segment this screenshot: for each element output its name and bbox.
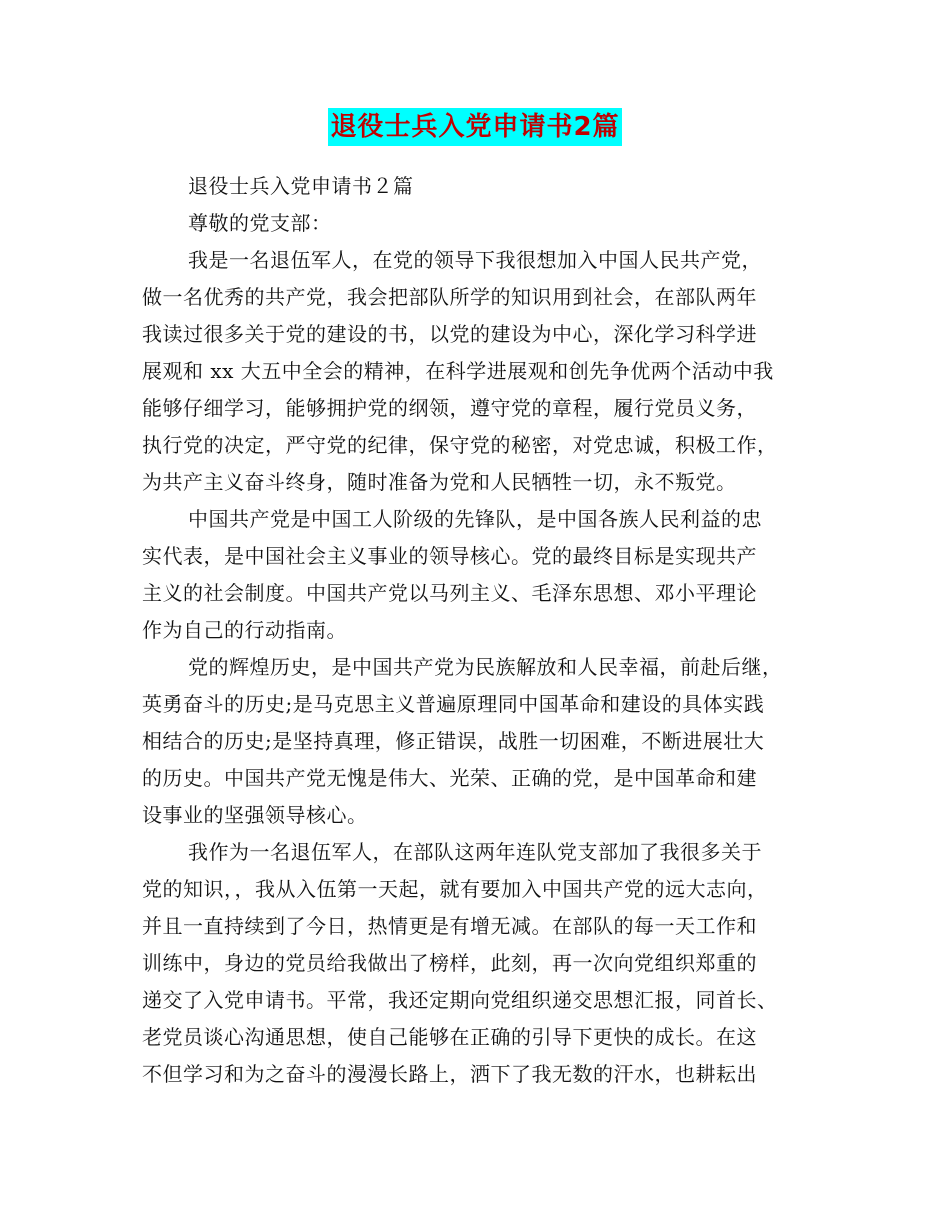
text-line: 作为自己的行动指南。 xyxy=(142,618,347,642)
text-line: 我读过很多关于党的建设的书，以党的建设为中心，深化学习科学进 xyxy=(142,322,757,346)
text-line: 展观和 xx 大五中全会的精神，在科学进展观和创先争优两个活动中我 xyxy=(142,359,774,383)
text-line: 做一名优秀的共产党，我会把部队所学的知识用到社会，在部队两年 xyxy=(142,285,757,309)
text-line: 老党员谈心沟通思想，使自己能够在正确的引导下更快的成长。在这 xyxy=(142,1025,757,1049)
text-line: 中国共产党是中国工人阶级的先锋队，是中国各族人民利益的忠 xyxy=(188,507,762,531)
text-line: 相结合的历史;是坚持真理，修正错误，战胜一切困难，不断进展壮大 xyxy=(142,729,765,753)
text-line: 实代表，是中国社会主义事业的领导核心。党的最终目标是实现共产 xyxy=(142,544,757,568)
text-line: 我是一名退伍军人，在党的领导下我很想加入中国人民共产党， xyxy=(188,248,762,272)
text-line: 能够仔细学习，能够拥护党的纲领，遵守党的章程，履行党员义务， xyxy=(142,396,757,420)
document-body xyxy=(142,168,810,1093)
text-line: 尊敬的党支部： xyxy=(188,211,332,235)
text-line: 设事业的坚强领导核心。 xyxy=(142,803,368,827)
text-line: 为共产主义奋斗终身，随时准备为党和人民牺牲一切，永不叛党。 xyxy=(142,470,737,494)
text-line: 退役士兵入党申请书２篇 xyxy=(188,174,414,198)
text-line: 的历史。中国共产党无愧是伟大、光荣、正确的党，是中国革命和建 xyxy=(142,766,757,790)
text-line: 我作为一名退伍军人，在部队这两年连队党支部加了我很多关于 xyxy=(188,840,762,864)
title-container xyxy=(0,108,950,146)
text-line: 英勇奋斗的历史;是马克思主义普遍原理同中国革命和建设的具体实践 xyxy=(142,692,765,716)
document-title: 退役士兵入党申请书2篇 xyxy=(328,108,621,146)
text-line: 主义的社会制度。中国共产党以马列主义、毛泽东思想、邓小平理论 xyxy=(142,581,757,605)
text-line: 并且一直持续到了今日，热情更是有增无减。在部队的每一天工作和 xyxy=(142,914,757,938)
text-line: 训练中，身边的党员给我做出了榜样，此刻，再一次向党组织郑重的 xyxy=(142,951,757,975)
text-line: 党的知识，，我从入伍第一天起，就有要加入中国共产党的远大志向， xyxy=(142,877,768,901)
text-line: 执行党的决定，严守党的纪律，保守党的秘密，对党忠诚，积极工作， xyxy=(142,433,778,457)
text-line: 不但学习和为之奋斗的漫漫长路上，洒下了我无数的汗水，也耕耘出 xyxy=(142,1062,757,1086)
text-line: 递交了入党申请书。平常，我还定期向党组织递交思想汇报，同首长、 xyxy=(142,988,778,1012)
text-line: 党的辉煌历史，是中国共产党为民族解放和人民幸福，前赴后继， xyxy=(188,655,783,679)
